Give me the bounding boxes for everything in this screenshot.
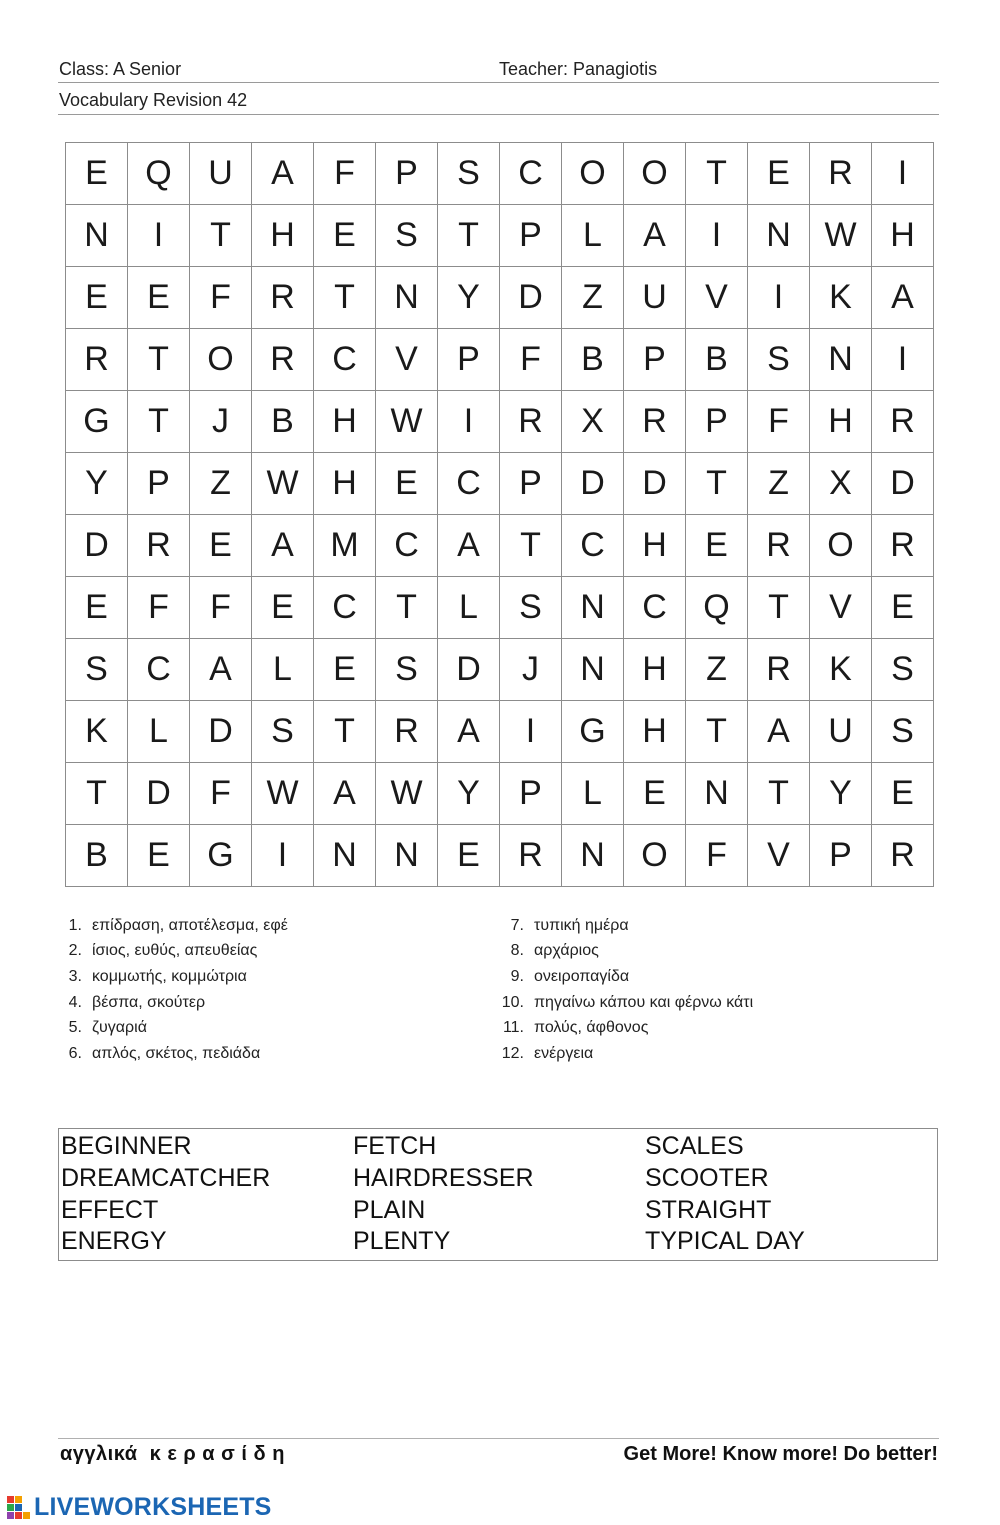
grid-cell[interactable]: E — [748, 143, 810, 205]
grid-cell[interactable]: O — [562, 143, 624, 205]
word-bank-item: PLENTY — [353, 1227, 451, 1256]
clue-number: 6. — [68, 1044, 82, 1062]
grid-cell[interactable]: V — [748, 825, 810, 887]
grid-cell[interactable]: E — [872, 763, 934, 825]
grid-cell[interactable]: E — [66, 143, 128, 205]
grid-cell[interactable]: V — [686, 267, 748, 329]
word-bank-item: EFFECT — [61, 1195, 159, 1224]
clue-text: πηγαίνω κάπου και φέρνω κάτι — [534, 993, 754, 1011]
grid-cell[interactable]: T — [686, 701, 748, 763]
grid-cell[interactable]: D — [438, 639, 500, 701]
grid-cell[interactable]: V — [376, 329, 438, 391]
grid-cell[interactable]: I — [438, 391, 500, 453]
grid-cell[interactable]: Z — [562, 267, 624, 329]
grid-cell[interactable]: R — [872, 391, 934, 453]
grid-cell[interactable]: R — [66, 329, 128, 391]
grid-cell[interactable]: D — [500, 267, 562, 329]
clue-text: ίσιος, ευθύς, απευθείας — [92, 942, 258, 960]
header-divider — [58, 82, 939, 83]
clue-text: ζυγαριά — [92, 1019, 147, 1037]
grid-cell[interactable]: H — [624, 639, 686, 701]
grid-cell[interactable]: L — [252, 639, 314, 701]
grid-cell[interactable]: L — [562, 763, 624, 825]
grid-cell[interactable]: T — [686, 453, 748, 515]
word-bank-item: FETCH — [353, 1132, 437, 1160]
grid-cell[interactable]: S — [438, 143, 500, 205]
grid-cell[interactable]: A — [748, 701, 810, 763]
word-bank-item: DREAMCATCHER — [61, 1163, 271, 1192]
clue-number: 2. — [68, 942, 82, 960]
grid-cell[interactable]: S — [376, 639, 438, 701]
clue-list-right — [494, 913, 753, 1067]
grid-cell[interactable]: I — [872, 143, 934, 205]
grid-cell[interactable]: H — [624, 701, 686, 763]
grid-cell[interactable]: P — [128, 453, 190, 515]
grid-cell[interactable]: T — [190, 205, 252, 267]
grid-cell[interactable]: R — [500, 391, 562, 453]
grid-cell[interactable]: S — [500, 577, 562, 639]
grid-cell[interactable]: R — [748, 639, 810, 701]
grid-cell[interactable]: T — [748, 763, 810, 825]
grid-cell[interactable]: R — [376, 701, 438, 763]
clue-text: τυπική ημέρα — [534, 916, 629, 934]
grid-cell[interactable]: P — [500, 763, 562, 825]
grid-cell[interactable]: B — [686, 329, 748, 391]
grid-cell[interactable]: S — [872, 701, 934, 763]
liveworksheets-logo[interactable] — [6, 1493, 272, 1522]
grid-cell[interactable]: O — [810, 515, 872, 577]
word-bank-item: HAIRDRESSER — [353, 1163, 534, 1192]
grid-cell[interactable]: P — [500, 453, 562, 515]
clue-item — [494, 1041, 753, 1067]
grid-cell[interactable]: T — [686, 143, 748, 205]
grid-cell[interactable]: N — [748, 205, 810, 267]
grid-cell[interactable]: C — [128, 639, 190, 701]
clue-number: 10. — [501, 993, 524, 1011]
grid-cell[interactable]: Z — [686, 639, 748, 701]
grid-cell[interactable]: I — [128, 205, 190, 267]
clue-text: ενέργεια — [534, 1044, 594, 1062]
grid-cell[interactable]: X — [562, 391, 624, 453]
grid-cell[interactable]: E — [624, 763, 686, 825]
grid-cell[interactable]: A — [872, 267, 934, 329]
grid-cell[interactable]: O — [624, 825, 686, 887]
grid-cell[interactable]: I — [872, 329, 934, 391]
grid-cell[interactable]: I — [686, 205, 748, 267]
subtitle-divider — [58, 114, 939, 115]
grid-cell[interactable]: N — [376, 267, 438, 329]
grid-cell[interactable]: R — [252, 329, 314, 391]
clue-item — [60, 1041, 288, 1067]
clue-item — [494, 990, 753, 1016]
grid-cell[interactable]: P — [686, 391, 748, 453]
worksheet-subtitle: Vocabulary Revision 42 — [59, 90, 248, 110]
grid-cell[interactable]: A — [314, 763, 376, 825]
grid-cell[interactable]: D — [66, 515, 128, 577]
footer-author: αγγλικά κ ε ρ α σ ί δ η — [60, 1443, 285, 1465]
grid-cell[interactable]: R — [500, 825, 562, 887]
grid-cell[interactable]: C — [314, 577, 376, 639]
grid-cell[interactable]: W — [252, 763, 314, 825]
grid-cell[interactable]: I — [748, 267, 810, 329]
grid-cell[interactable]: J — [190, 391, 252, 453]
word-bank-item: TYPICAL DAY — [645, 1227, 805, 1256]
grid-cell[interactable]: P — [376, 143, 438, 205]
grid-cell[interactable]: E — [66, 267, 128, 329]
clue-number: 11. — [502, 1019, 524, 1037]
grid-cell[interactable]: N — [376, 825, 438, 887]
grid-cell[interactable]: E — [252, 577, 314, 639]
clue-item — [60, 990, 288, 1016]
class-label: Class: A Senior — [59, 59, 182, 79]
grid-cell[interactable]: L — [128, 701, 190, 763]
clue-text: απλός, σκέτος, πεδιάδα — [92, 1044, 261, 1062]
grid-cell[interactable]: N — [562, 825, 624, 887]
clue-list-left — [60, 913, 288, 1067]
grid-cell[interactable]: O — [624, 143, 686, 205]
grid-cell[interactable]: E — [438, 825, 500, 887]
grid-cell[interactable]: S — [376, 205, 438, 267]
grid-cell[interactable]: S — [66, 639, 128, 701]
grid-cell[interactable]: R — [810, 143, 872, 205]
grid-cell[interactable]: G — [190, 825, 252, 887]
grid-cell[interactable]: G — [562, 701, 624, 763]
clue-text: ονειροπαγίδα — [534, 967, 630, 985]
grid-cell[interactable]: E — [314, 205, 376, 267]
grid-cell[interactable]: A — [252, 143, 314, 205]
grid-cell[interactable]: A — [252, 515, 314, 577]
grid-cell[interactable]: F — [686, 825, 748, 887]
grid-cell[interactable]: B — [562, 329, 624, 391]
grid-cell[interactable]: A — [624, 205, 686, 267]
grid-cell[interactable]: N — [810, 329, 872, 391]
grid-cell[interactable]: O — [190, 329, 252, 391]
grid-cell[interactable]: N — [686, 763, 748, 825]
grid-cell[interactable]: E — [190, 515, 252, 577]
clue-number: 5. — [68, 1019, 82, 1037]
grid-cell[interactable]: T — [500, 515, 562, 577]
grid-cell[interactable]: U — [190, 143, 252, 205]
grid-cell[interactable]: N — [66, 205, 128, 267]
clue-item — [60, 913, 288, 939]
grid-cell[interactable]: C — [438, 453, 500, 515]
grid-cell[interactable]: P — [810, 825, 872, 887]
grid-cell[interactable]: F — [500, 329, 562, 391]
clue-number: 8. — [510, 942, 524, 960]
grid-cell[interactable]: Z — [748, 453, 810, 515]
grid-cell[interactable]: E — [128, 267, 190, 329]
word-bank-column-2 — [351, 1131, 643, 1260]
grid-cell[interactable]: A — [438, 701, 500, 763]
grid-cell[interactable]: H — [872, 205, 934, 267]
clue-item — [494, 1015, 753, 1041]
clue-number: 3. — [68, 967, 82, 985]
grid-cell[interactable]: C — [376, 515, 438, 577]
grid-cell[interactable]: A — [438, 515, 500, 577]
grid-cell[interactable]: F — [190, 577, 252, 639]
word-bank-item: STRAIGHT — [645, 1195, 772, 1224]
grid-cell[interactable]: H — [314, 391, 376, 453]
grid-cell[interactable]: E — [314, 639, 376, 701]
footer-divider — [58, 1438, 939, 1439]
grid-cell[interactable]: T — [128, 329, 190, 391]
clue-item — [60, 939, 288, 965]
grid-cell[interactable]: U — [624, 267, 686, 329]
grid-cell[interactable]: D — [562, 453, 624, 515]
grid-cell[interactable]: D — [190, 701, 252, 763]
grid-cell[interactable]: R — [624, 391, 686, 453]
grid-cell[interactable]: D — [128, 763, 190, 825]
grid-cell[interactable]: K — [66, 701, 128, 763]
grid-cell[interactable]: C — [500, 143, 562, 205]
word-bank-item: SCOOTER — [645, 1163, 769, 1192]
grid-cell[interactable]: M — [314, 515, 376, 577]
grid-cell[interactable]: Y — [810, 763, 872, 825]
grid-cell[interactable]: Q — [686, 577, 748, 639]
grid-cell[interactable]: K — [810, 639, 872, 701]
grid-cell[interactable]: R — [872, 825, 934, 887]
logo-text: LIVEWORKSHEETS — [34, 1493, 272, 1521]
grid-cell[interactable]: S — [252, 701, 314, 763]
grid-cell[interactable]: J — [500, 639, 562, 701]
grid-cell[interactable]: P — [438, 329, 500, 391]
grid-cell[interactable]: Z — [190, 453, 252, 515]
grid-cell[interactable]: B — [252, 391, 314, 453]
word-bank-item: SCALES — [645, 1132, 744, 1160]
grid-cell[interactable]: P — [500, 205, 562, 267]
grid-cell[interactable]: W — [810, 205, 872, 267]
grid-cell[interactable]: H — [252, 205, 314, 267]
clue-item — [494, 913, 753, 939]
word-bank-column-1 — [59, 1131, 351, 1260]
clue-number: 1. — [68, 916, 82, 934]
grid-cell[interactable]: F — [748, 391, 810, 453]
grid-cell[interactable]: Y — [66, 453, 128, 515]
grid-cell[interactable]: I — [252, 825, 314, 887]
grid-cell[interactable]: H — [624, 515, 686, 577]
grid-cell[interactable]: U — [810, 701, 872, 763]
clue-item — [494, 939, 753, 965]
clue-number: 4. — [68, 993, 82, 1011]
grid-cell[interactable]: F — [314, 143, 376, 205]
grid-cell[interactable]: T — [66, 763, 128, 825]
grid-cell[interactable]: F — [190, 763, 252, 825]
grid-cell[interactable]: Q — [128, 143, 190, 205]
grid-cell[interactable]: E — [872, 577, 934, 639]
grid-cell[interactable]: V — [810, 577, 872, 639]
grid-cell[interactable]: L — [562, 205, 624, 267]
logo-blocks-icon — [6, 1495, 32, 1521]
teacher-label: Teacher: Panagiotis — [499, 59, 658, 79]
grid-cell[interactable]: P — [624, 329, 686, 391]
word-bank-column-3 — [643, 1131, 937, 1260]
grid-cell[interactable]: R — [872, 515, 934, 577]
clue-text: πολύς, άφθονος — [534, 1019, 649, 1037]
grid-cell[interactable]: H — [810, 391, 872, 453]
grid-cell[interactable]: C — [624, 577, 686, 639]
grid-cell[interactable]: F — [190, 267, 252, 329]
word-bank-item: PLAIN — [353, 1195, 426, 1224]
grid-cell[interactable]: D — [624, 453, 686, 515]
footer-slogan: Get More! Know more! Do better! — [623, 1443, 938, 1465]
grid-cell[interactable]: C — [562, 515, 624, 577]
grid-cell[interactable]: E — [686, 515, 748, 577]
grid-cell[interactable]: G — [66, 391, 128, 453]
grid-cell[interactable]: R — [748, 515, 810, 577]
grid-cell[interactable]: T — [376, 577, 438, 639]
grid-cell[interactable]: I — [500, 701, 562, 763]
grid-cell[interactable]: D — [872, 453, 934, 515]
grid-cell[interactable]: S — [872, 639, 934, 701]
grid-cell[interactable]: Y — [438, 763, 500, 825]
clue-number: 7. — [510, 916, 524, 934]
grid-cell[interactable]: N — [562, 577, 624, 639]
grid-cell[interactable]: T — [314, 267, 376, 329]
grid-cell[interactable]: X — [810, 453, 872, 515]
clue-item — [60, 1015, 288, 1041]
clue-text: κομμωτής, κομμώτρια — [92, 967, 247, 985]
grid-cell[interactable]: Y — [438, 267, 500, 329]
grid-cell[interactable]: N — [314, 825, 376, 887]
grid-cell[interactable]: R — [252, 267, 314, 329]
grid-cell[interactable]: W — [252, 453, 314, 515]
word-bank — [58, 1128, 938, 1261]
grid-cell[interactable]: T — [438, 205, 500, 267]
grid-cell[interactable]: L — [438, 577, 500, 639]
clue-item — [60, 964, 288, 990]
clue-number: 12. — [501, 1044, 524, 1062]
clue-text: επίδραση, αποτέλεσμα, εφέ — [92, 916, 288, 934]
grid-cell[interactable]: W — [376, 391, 438, 453]
word-bank-item: ENERGY — [61, 1227, 167, 1256]
grid-cell[interactable]: S — [748, 329, 810, 391]
grid-cell[interactable]: W — [376, 763, 438, 825]
grid-cell[interactable]: K — [810, 267, 872, 329]
grid-cell[interactable]: T — [748, 577, 810, 639]
grid-cell[interactable]: R — [128, 515, 190, 577]
grid-cell[interactable]: F — [128, 577, 190, 639]
grid-cell[interactable]: A — [190, 639, 252, 701]
grid-cell[interactable]: T — [314, 701, 376, 763]
grid-cell[interactable]: E — [128, 825, 190, 887]
clue-number: 9. — [510, 967, 524, 985]
grid-cell[interactable]: C — [314, 329, 376, 391]
grid-cell[interactable]: H — [314, 453, 376, 515]
clue-text: βέσπα, σκούτερ — [92, 993, 206, 1011]
grid-cell[interactable]: T — [128, 391, 190, 453]
clue-item — [494, 964, 753, 990]
word-search-grid — [65, 142, 934, 887]
word-bank-item: BEGINNER — [61, 1132, 192, 1160]
grid-cell[interactable]: E — [376, 453, 438, 515]
grid-cell[interactable]: E — [66, 577, 128, 639]
grid-cell[interactable]: B — [66, 825, 128, 887]
grid-cell[interactable]: N — [562, 639, 624, 701]
clue-text: αρχάριος — [534, 942, 599, 960]
